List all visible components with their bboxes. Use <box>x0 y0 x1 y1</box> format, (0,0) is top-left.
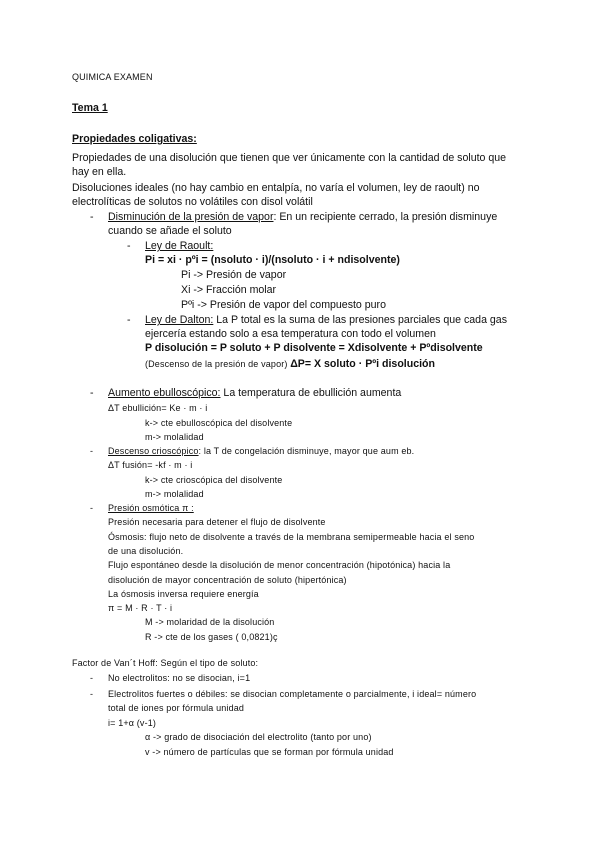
vant-hoff-def-alpha: α -> grado de disociación del electrolito (tanto por uno) <box>145 732 372 742</box>
crioscopico-formula: ΔT fusión= -kf · m · i <box>108 460 193 470</box>
osmotica-line-6: La ósmosis inversa requiere energía <box>108 589 259 599</box>
ideal-line-1: Disoluciones ideales (no hay cambio en entalpía, no varía el volumen, ley de raoult) no <box>72 182 480 194</box>
section-title-tema-1: Tema 1 <box>72 102 108 114</box>
raoult-def-xi: Xi -> Fracción molar <box>181 284 277 296</box>
osmotica-line-1: Presión necesaria para detener el flujo de disolvente <box>108 517 326 527</box>
presion-vapor-item <box>108 210 497 224</box>
ebulloscopico-desc: La temperatura de ebullición aumenta <box>220 387 402 399</box>
heading-propiedades-coligativas: Propiedades coligativas: <box>72 133 197 145</box>
osmotica-title: Presión osmótica π : <box>108 503 194 513</box>
osmotica-line-5: disolución de mayor concentración de soluto (hipertónica) <box>108 575 347 585</box>
presion-vapor-title: Disminución de la presión de vapor <box>108 211 274 223</box>
osmotica-line-4: Flujo espontáneo desde la disolución de menor concentración (hipotónica) hacia la <box>108 560 451 570</box>
vant-hoff-item-electrolitos: Electrolitos fuertes o débiles: se disocian completamente o parcialmente, i ideal= número <box>108 689 477 699</box>
dalton-formula: P disolución = P soluto + P disolvente = Xdisolvente + Pºdisolvente <box>145 342 483 354</box>
osmotica-formula: π = M · R · T · i <box>108 603 173 613</box>
osmotica-line-2: Ósmosis: flujo neto de disolvente a través de la membrana semipermeable hacia el seno <box>108 532 475 542</box>
ebulloscopico-def-m: m-> molalidad <box>145 432 204 442</box>
intro-line-2: hay en ella. <box>72 166 127 178</box>
ebulloscopico-formula: ΔT ebullición= Ke · m · i <box>108 403 208 413</box>
bullet-dash: - <box>90 673 93 683</box>
vant-hoff-item-electrolitos-2: total de iones por fórmula unidad <box>108 703 245 713</box>
dalton-item <box>145 313 507 327</box>
raoult-title: Ley de Raoult: <box>145 240 214 252</box>
raoult-def-poi: Pºi -> Presión de vapor del compuesto puro <box>181 299 386 311</box>
bullet-dash: - <box>90 387 94 399</box>
vant-hoff-heading: Factor de Van´t Hoff: Según el tipo de soluto: <box>72 658 259 668</box>
document-title: QUIMICA EXAMEN <box>72 72 153 82</box>
dalton-title: Ley de Dalton: <box>145 314 214 326</box>
crioscopico-title: Descenso crioscópico <box>108 446 199 456</box>
vant-hoff-formula: i= 1+α (v-1) <box>108 718 157 728</box>
crioscopico-def-k: k-> cte crioscópica del disolvente <box>145 475 283 485</box>
raoult-formula: Pi = xi · pºi = (nsoluto · i)/(nsoluto · i + ndisolvente) <box>145 254 400 266</box>
osmotica-def-m: M -> molaridad de la disolución <box>145 617 275 627</box>
crioscopico-item <box>108 444 414 458</box>
bullet-dash: - <box>90 211 94 223</box>
presion-vapor-desc-2: cuando se añade el soluto <box>108 225 232 237</box>
vant-hoff-def-v: v -> número de partículas que se forman por fórmula unidad <box>145 747 394 757</box>
bullet-dash: - <box>90 503 93 513</box>
bullet-dash: - <box>127 240 131 252</box>
crioscopico-def-m: m-> molalidad <box>145 489 204 499</box>
presion-vapor-desc: : En un recipiente cerrado, la presión disminuye <box>273 211 498 223</box>
raoult-def-pi: Pi -> Presión de vapor <box>181 269 287 281</box>
ebulloscopico-title: Aumento ebulloscópico: <box>108 387 221 399</box>
ebulloscopico-def-k: k-> cte ebulloscópica del disolvente <box>145 418 293 428</box>
dalton-desc: La P total es la suma de las presiones parciales que cada gas <box>213 314 507 326</box>
descenso-presion-line <box>145 357 435 371</box>
dalton-desc-2: ejercería estando solo a esa temperatura con todo el volumen <box>145 328 436 340</box>
descenso-presion-formula: ΔP= X soluto · Pºi disolución <box>290 358 435 370</box>
bullet-dash: - <box>90 446 93 456</box>
ebulloscopico-item <box>108 386 401 400</box>
intro-line-1: Propiedades de una disolución que tienen que ver únicamente con la cantidad de soluto que <box>72 152 507 164</box>
descenso-presion-label: (Descenso de la presión de vapor) <box>145 359 291 369</box>
ideal-line-2: electrolíticas de solutos no volátiles con disol volátil <box>72 196 313 208</box>
osmotica-def-r: R -> cte de los gases ( 0,0821)ç <box>145 632 278 642</box>
crioscopico-desc: : la T de congelación disminuye, mayor que aum eb. <box>198 446 415 456</box>
bullet-dash: - <box>127 314 131 326</box>
bullet-dash: - <box>90 689 93 699</box>
vant-hoff-item-no-electrolitos: No electrolitos: no se disocian, i=1 <box>108 673 251 683</box>
osmotica-line-3: de una disolución. <box>108 546 184 556</box>
